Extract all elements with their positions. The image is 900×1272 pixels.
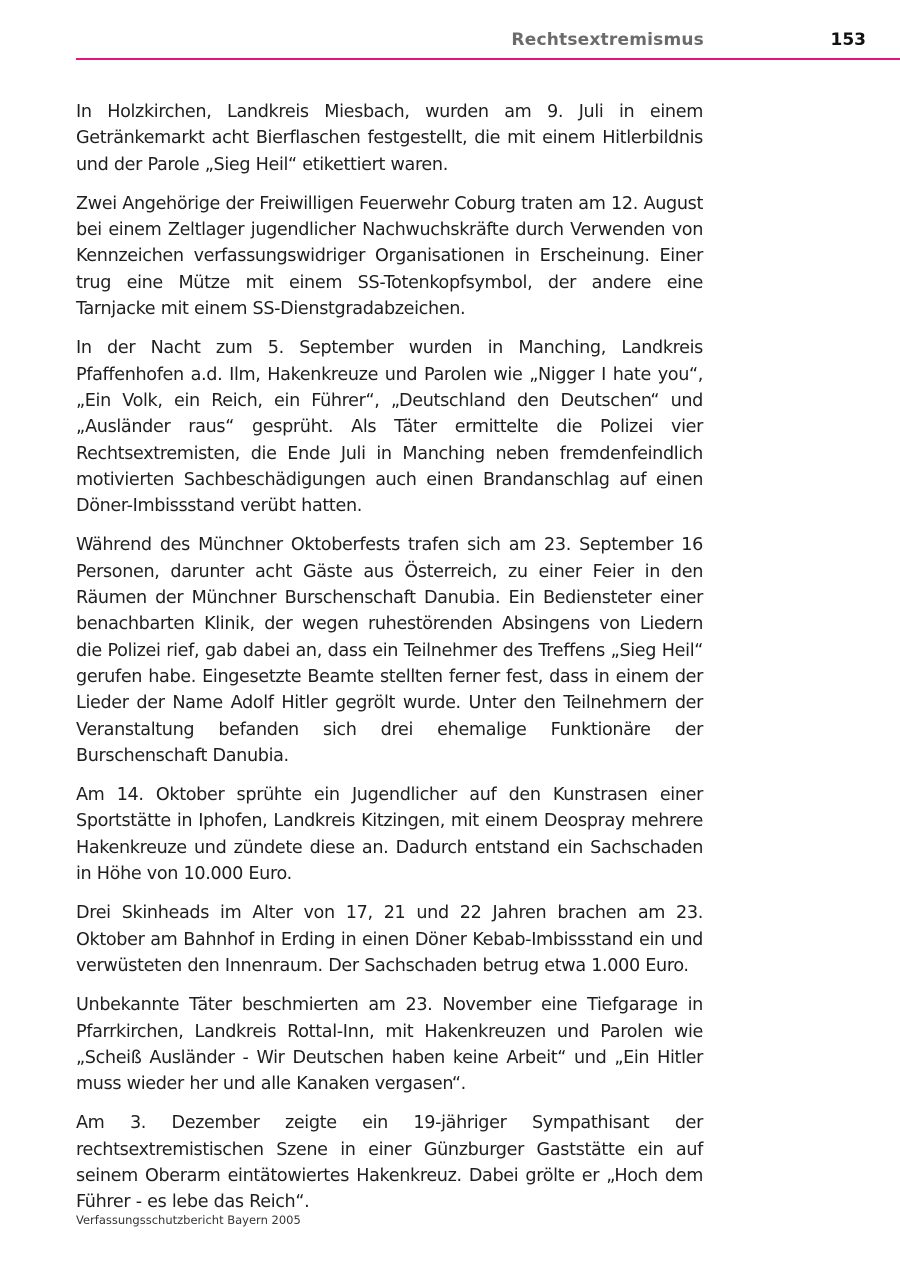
body-text [76,99,703,1229]
paragraph: In der Nacht zum 5. September wurden in Manching, Landkreis Pfaffenhofen a.d. Ilm, Hakenkreuze und Parolen wie „Nigger I hate you“, „Ein Volk, ein Reich, ein Führer“, „Deutschland den Deutschen“ und „Ausländer raus“ gesprüht. Als Täter ermittelte die Polizei vier Rechtsextremisten, die Ende Juli in Manching neben fremdenfeindlich motivierten Sachbeschädigungen auch einen Brandanschlag auf einen Döner-Imbissstand verübt hatten. [76,338,703,517]
paragraph: Während des Münchner Oktoberfests trafen sich am 23. September 16 Personen, darunter acht Gäste aus Österreich, zu einer Feier in den Räumen der Münchner Burschenschaft Danubia. Ein Bediensteter einer benachbarten Klinik, der wegen ruhestörenden Absingens von Liedern die Polizei rief, gab dabei an, dass ein Teilnehmer des Treffens „Sieg Heil“ gerufen habe. Eingesetzte Beamte stellten ferner fest, dass in einem der Lieder der Name Adolf Hitler gegrölt wurde. Unter den Teilnehmern der Veranstaltung befanden sich drei ehemalige Funktionäre der Burschenschaft Danubia. [76,535,703,766]
paragraph: Drei Skinheads im Alter von 17, 21 und 22 Jahren brachen am 23. Oktober am Bahnhof in Erding in einen Döner Kebab-Imbissstand ein und verwüsteten den Innenraum. Der Sachschaden betrug etwa 1.000 Euro. [76,903,703,976]
page-header [76,28,900,60]
paragraph: Am 14. Oktober sprühte ein Jugendlicher auf den Kunstrasen einer Sportstätte in Iphofen, Landkreis Kitzingen, mit einem Deospray mehrere Hakenkreuze und zündete diese an. Dadurch entstand ein Sachschaden in Höhe von 10.000 Euro. [76,785,703,885]
page-number: 153 [830,30,866,50]
paragraph: Zwei Angehörige der Freiwilligen Feuerwehr Coburg traten am 12. August bei einem Zeltlager jugendlicher Nachwuchskräfte durch Verwenden von Kennzeichen verfassungswidriger Organisationen in Erscheinung. Einer trug eine Mütze mit einem SS-Totenkopfsymbol, der andere eine Tarnjacke mit einem SS-Dienstgradabzeichen. [76,193,703,320]
page-footer: Verfassungsschutzbericht Bayern 2005 [76,1213,301,1227]
section-title: Rechtsextremismus [511,30,704,50]
paragraph: In Holzkirchen, Landkreis Miesbach, wurden am 9. Juli in einem Getränkemarkt acht Bierflaschen festgestellt, die mit einem Hitlerbildnis und der Parole „Sieg Heil“ etikettiert waren. [76,102,703,175]
paragraph: Am 3. Dezember zeigte ein 19-jähriger Sympathisant der rechtsextremistischen Szene in einer Günzburger Gaststätte ein auf seinem Oberarm eintätowiertes Hakenkreuz. Dabei grölte er „Hoch dem Führer - es lebe das Reich“. [76,1113,703,1213]
paragraph: Unbekannte Täter beschmierten am 23. November eine Tiefgarage in Pfarrkirchen, Landkreis Rottal-Inn, mit Hakenkreuzen und Parolen wie „Scheiß Ausländer - Wir Deutschen haben keine Arbeit“ und „Ein Hitler muss wieder her und alle Kanaken vergasen“. [76,995,703,1095]
